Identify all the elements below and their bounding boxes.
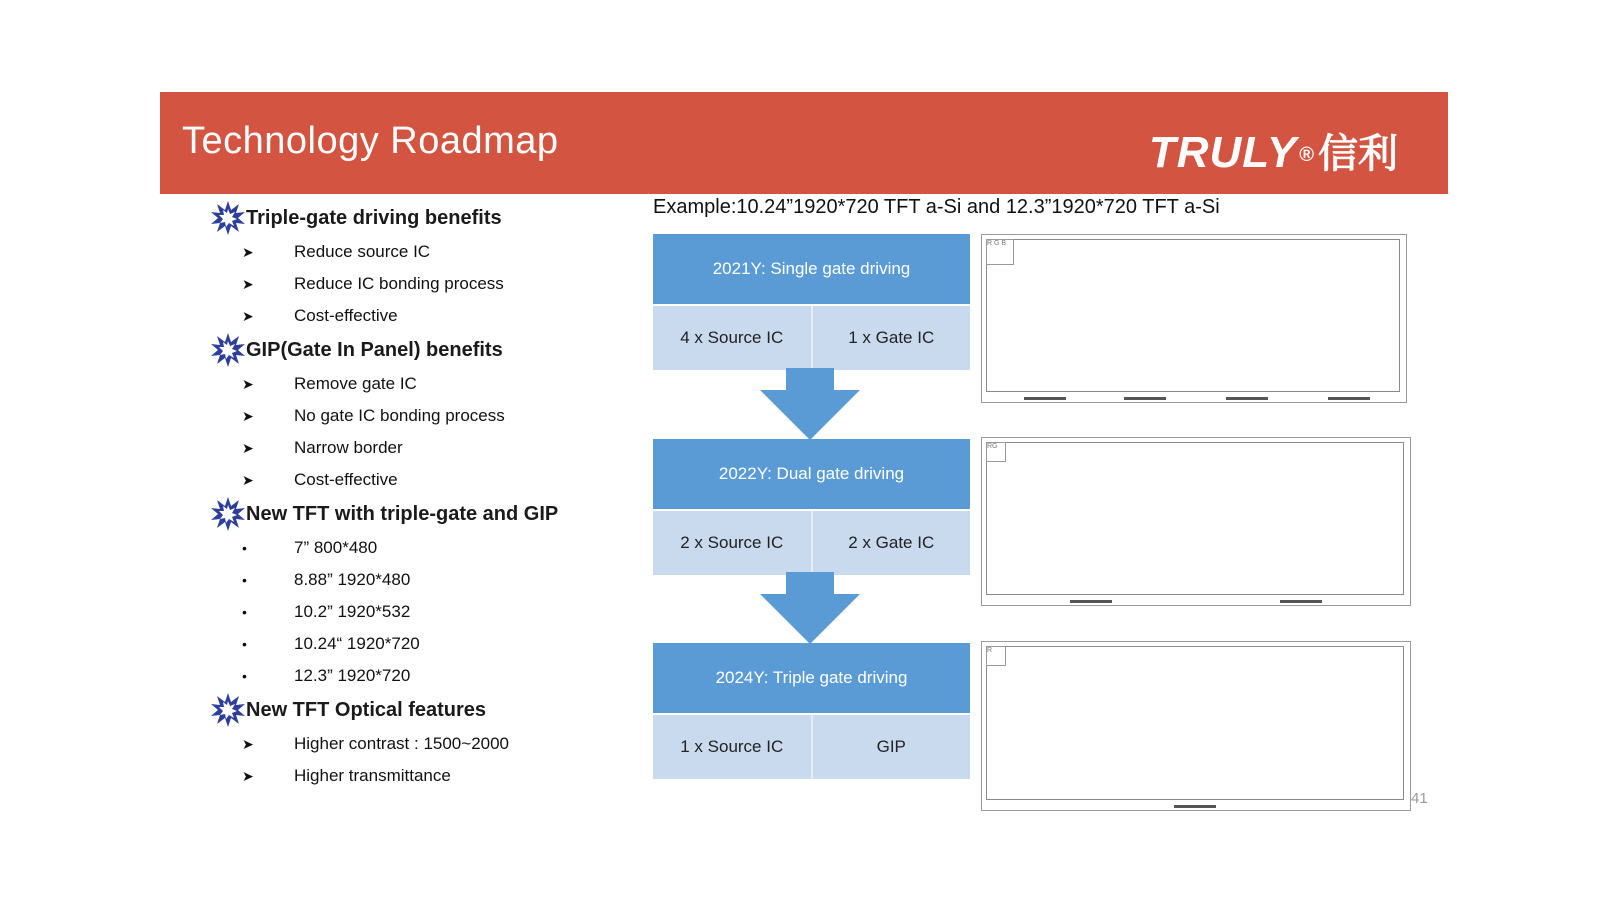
dot-bullet-icon: •: [242, 668, 247, 684]
list-item-text: Remove gate IC: [294, 374, 417, 393]
arrow-bullet-icon: ➤: [242, 736, 254, 752]
list-item: [210, 236, 650, 268]
benefits-list: [210, 200, 650, 792]
stage-ic-row: [653, 509, 970, 575]
list-item-text: 8.88” 1920*480: [294, 570, 411, 589]
logo-registered-mark: ®: [1299, 143, 1314, 166]
pixel-tag: RG: [986, 442, 1006, 462]
section-heading-text: GIP(Gate In Panel) benefits: [246, 339, 503, 361]
source-ic-cell: 2 x Source IC: [680, 533, 784, 552]
arrow-bullet-icon: ➤: [242, 376, 254, 392]
arrow-bullet-icon: ➤: [242, 440, 254, 456]
starburst-icon: [210, 200, 246, 236]
starburst-icon: [210, 692, 246, 728]
source-ic-mark: [1174, 805, 1216, 808]
list-item: [210, 300, 650, 332]
page-number: 41: [1411, 790, 1428, 807]
logo-brand-text: TRULY: [1148, 128, 1298, 177]
dot-bullet-icon: •: [242, 636, 247, 652]
pixel-tag: R G B: [986, 239, 1014, 265]
title-banner: [160, 92, 1448, 194]
example-caption: Example:10.24”1920*720 TFT a-Si and 12.3”1920*720 TFT a-Si: [653, 196, 1220, 218]
arrow-bullet-icon: ➤: [242, 276, 254, 292]
list-item: [210, 728, 650, 760]
stage-ic-row: [653, 304, 970, 370]
list-item: [210, 628, 650, 660]
section-heading: [210, 496, 650, 532]
gate-ic-cell: 2 x Gate IC: [811, 511, 971, 575]
arrow-bullet-icon: ➤: [242, 308, 254, 324]
stage-title: 2021Y: Single gate driving: [653, 234, 970, 304]
list-item: [210, 564, 650, 596]
list-item: [210, 596, 650, 628]
list-item: [210, 660, 650, 692]
panel-diagram: [981, 641, 1411, 811]
panel-active-area: [986, 239, 1400, 392]
logo-chinese-text: 信利: [1318, 131, 1398, 177]
arrow-bullet-icon: ➤: [242, 768, 254, 784]
list-item: [210, 532, 650, 564]
stage-title: 2024Y: Triple gate driving: [653, 643, 970, 713]
list-item-text: Higher contrast : 1500~2000: [294, 734, 510, 753]
section-heading: [210, 332, 650, 368]
list-item-text: 12.3” 1920*720: [294, 666, 411, 685]
pixel-tag: R: [986, 646, 1006, 666]
arrow-bullet-icon: ➤: [242, 244, 254, 260]
list-item-text: No gate IC bonding process: [294, 406, 505, 425]
list-item-text: Reduce source IC: [294, 242, 431, 261]
panel-active-area: [986, 646, 1404, 800]
section-heading-text: New TFT Optical features: [246, 699, 487, 721]
list-item: [210, 368, 650, 400]
source-ic-mark: [1280, 600, 1322, 603]
panel-diagram: [981, 437, 1411, 606]
source-ic-mark: [1124, 397, 1166, 400]
source-ic-mark: [1226, 397, 1268, 400]
gate-ic-cell: 1 x Gate IC: [811, 306, 971, 370]
list-item-text: Cost-effective: [294, 306, 398, 325]
panel-active-area: [986, 442, 1404, 595]
list-item-text: 7” 800*480: [294, 538, 378, 557]
slide-title: Technology Roadmap: [182, 120, 559, 162]
list-item-text: Reduce IC bonding process: [294, 274, 504, 293]
stage-title: 2022Y: Dual gate driving: [653, 439, 970, 509]
down-arrow-icon: [760, 368, 860, 440]
section-heading-text: New TFT with triple-gate and GIP: [246, 503, 559, 525]
dot-bullet-icon: •: [242, 604, 247, 620]
list-item: [210, 432, 650, 464]
list-item-text: 10.2” 1920*532: [294, 602, 411, 621]
truly-logo: [1149, 122, 1398, 179]
dot-bullet-icon: •: [242, 540, 247, 556]
list-item: [210, 464, 650, 496]
arrow-bullet-icon: ➤: [242, 472, 254, 488]
starburst-icon: [210, 332, 246, 368]
source-ic-mark: [1328, 397, 1370, 400]
stage-ic-row: [653, 713, 970, 779]
dot-bullet-icon: •: [242, 572, 247, 588]
stage-box: [653, 643, 970, 779]
gate-ic-cell: GIP: [811, 715, 971, 779]
section-heading: [210, 692, 650, 728]
source-ic-cell: 1 x Source IC: [680, 737, 784, 756]
list-item-text: Cost-effective: [294, 470, 398, 489]
arrow-bullet-icon: ➤: [242, 408, 254, 424]
list-item: [210, 760, 650, 792]
list-item: [210, 268, 650, 300]
stage-box: [653, 234, 970, 370]
section-heading: [210, 200, 650, 236]
list-item-text: Narrow border: [294, 438, 403, 457]
list-item: [210, 400, 650, 432]
source-ic-mark: [1070, 600, 1112, 603]
starburst-icon: [210, 496, 246, 532]
section-heading-text: Triple-gate driving benefits: [246, 207, 502, 229]
source-ic-cell: 4 x Source IC: [680, 328, 784, 347]
down-arrow-icon: [760, 572, 860, 644]
list-item-text: 10.24“ 1920*720: [294, 634, 420, 653]
stage-box: [653, 439, 970, 575]
source-ic-mark: [1024, 397, 1066, 400]
list-item-text: Higher transmittance: [294, 766, 451, 785]
panel-diagram: [981, 234, 1407, 403]
